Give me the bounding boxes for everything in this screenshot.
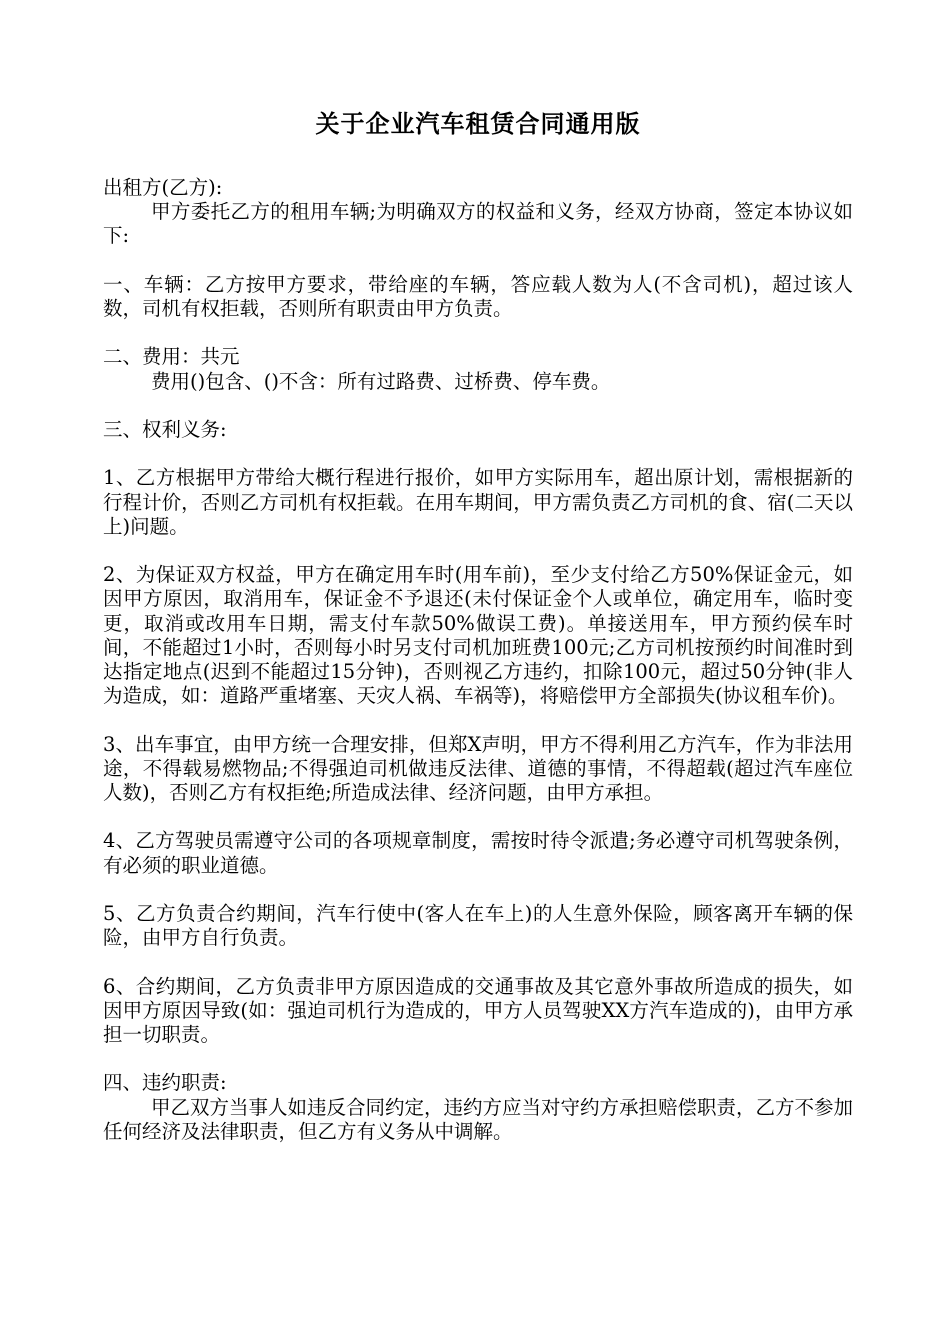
paragraph-spacer	[103, 708, 853, 732]
paragraph-spacer	[103, 1047, 853, 1071]
document-body	[103, 176, 853, 1144]
rights-heading: 三、权利义务:	[103, 417, 227, 441]
intro-paragraph: 甲方委托乙方的租用车辆;为明确双方的权益和义务，经双方协商，签定本协议如下:	[103, 200, 853, 248]
clause-1: 1、乙方根据甲方带给大概行程进行报价，如甲方实际用车，超出原计划，需根据新的行程计价，否则乙方司机有权拒载。在用车期间，甲方需负责乙方司机的食、宿(二天以上)问题。	[103, 466, 853, 538]
document-page	[103, 108, 853, 1144]
clause-5: 5、乙方负责合约期间，汽车行使中(客人在车上)的人生意外保险，顾客离开车辆的保险，由甲方自行负责。	[103, 901, 853, 950]
paragraph-spacer	[103, 950, 853, 974]
document-title: 关于企业汽车租赁合同通用版	[315, 110, 641, 138]
fee-detail: 费用()包含、()不含：所有过路费、过桥费、停车费。	[151, 369, 611, 393]
paragraph-spacer	[103, 878, 853, 902]
clause-6: 6、合约期间，乙方负责非甲方原因造成的交通事故及其它意外事故所造成的损失，如因甲方原因导致(如：强迫司机行为造成的，甲方人员驾驶XX方汽车造成的)，由甲方承担一切职责。	[103, 974, 853, 1046]
breach-text: 甲乙双方当事人如违反合同约定，违约方应当对守约方承担赔偿职责，乙方不参加任何经济及法律职责，但乙方有义务从中调解。	[103, 1095, 854, 1143]
clause-3: 3、出车事宜，由甲方统一合理安排，但郑X声明，甲方不得利用乙方汽车，作为非法用途，不得载易燃物品;不得强迫司机做违反法律、道德的事情，不得超载(超过汽车座位人数)，否则乙方有权拒绝;所造成法律、经济问题，由甲方承担。	[103, 732, 853, 804]
lessor-label: 出租方(乙方):	[103, 176, 223, 199]
vehicle-section: 一、车辆：乙方按甲方要求，带给座的车辆，答应载人数为人(不含司机)，超过该人数，司机有权拒载，否则所有职责由甲方负责。	[103, 272, 853, 320]
paragraph-spacer	[103, 249, 853, 273]
paragraph-spacer	[103, 442, 853, 466]
paragraph-spacer	[103, 805, 853, 829]
breach-heading: 四、违约职责:	[103, 1071, 227, 1095]
paragraph-spacer	[103, 321, 853, 345]
clause-2: 2、为保证双方权益，甲方在确定用车时(用车前)，至少支付给乙方50%保证金元，如因甲方原因，取消用车，保证金不予退还(未付保证金个人或单位，确定用车，临时变更，取消或改用车日期，需支付车款50%做误工费)。单接送用车，甲方预约侯车时间，不能超过1小时，否则每小时另支付司机加班费100元;乙方司机按预约时间准时到达指定地点(迟到不能超过15分钟)，否则视乙方违约，扣除100元，超过50分钟(非人为造成，如：道路严重堵塞、天灾人祸、车祸等)，将赔偿甲方全部损失(协议租车价)。	[103, 563, 853, 708]
clause-4: 4、乙方驾驶员需遵守公司的各项规章制度，需按时待令派遣;务必遵守司机驾驶条例，有必须的职业道德。	[103, 829, 853, 877]
fee-heading: 二、费用：共元	[103, 345, 240, 369]
paragraph-spacer	[103, 394, 853, 418]
paragraph-spacer	[103, 539, 853, 563]
